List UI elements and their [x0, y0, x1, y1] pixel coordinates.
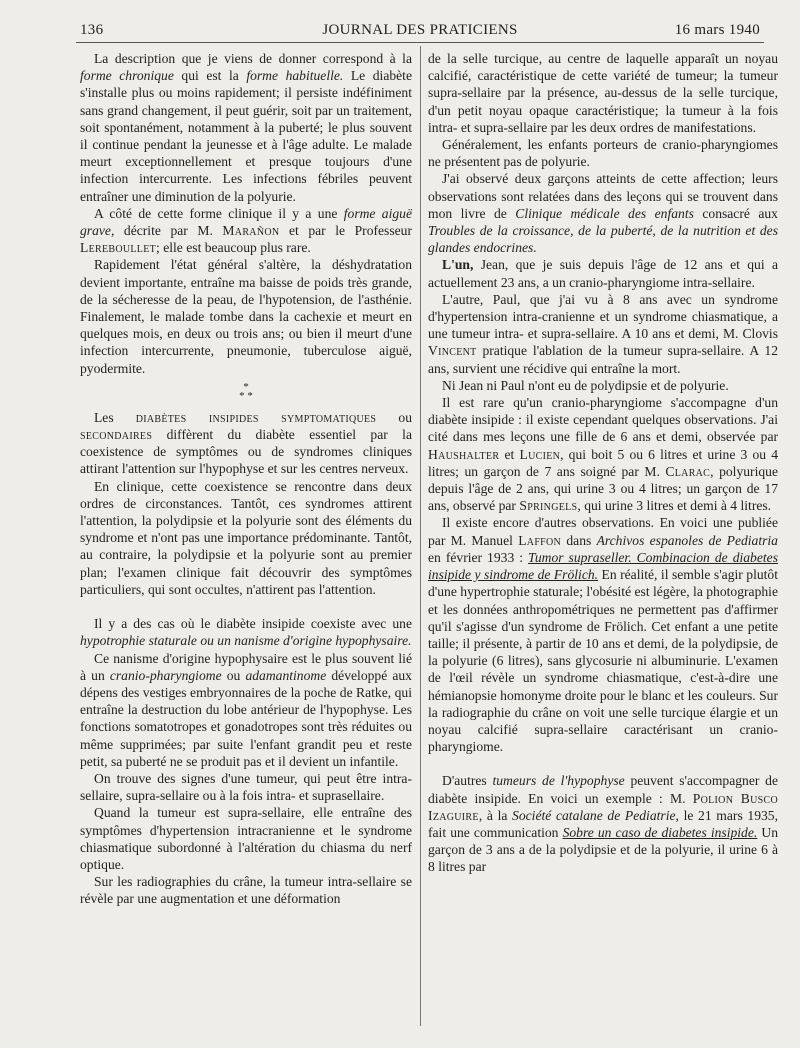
paragraph: En clinique, cette coexistence se rencontre dans deux ordres de circonstances. Tantôt, ces syndromes attirent l'attention, la polydipsie et la polyurie sont des éléments du syndrome et n'ont pas une importance prédominante. Tantôt, au contraire, la polydipsie et la polyurie sont au premier plan; l'examen clinique fait découvrir des symptômes particuliers, qui sont occultes, n'attirent pas l'attention. — [80, 478, 412, 597]
paragraph: D'autres tumeurs de l'hypophyse peuvent s'accompagner de diabète insipide. En voici un exemple : M. Polion Busco Izaguire, à la Société catalane de Pediatrie, le 21 mars 1935, fait une communication Sobre un caso de diabetes insipide. Un garçon de 3 ans a de la polydipsie et de la polyurie, il urine 6 à 8 litres par — [428, 773, 779, 875]
paragraph: L'autre, Paul, que j'ai vu à 8 ans avec un syndrome d'hypertension intra-cranienne et un syndrome chiasmatique, a une tumeur intra- et supra-sellaire. A 10 ans et demi, M. Clovis Vincent pratique l'ablation de la tumeur supra-sellaire. A 12 ans, survient une récidive qui entraîne la mort. — [428, 291, 778, 376]
paragraph: de la selle turcique, au centre de laquelle apparaît un noyau calcifié, caractéristique de cette variété de tumeur; la tumeur supra-sellaire par la présence, au-dessus de la selle turcique, d'un petit noyau opaque caractéristique; la tumeur à la fois intra- et supra-sellaire par les deux ordres de manifestations. — [428, 51, 778, 135]
column-divider — [420, 46, 421, 1026]
left-column — [80, 50, 412, 908]
paragraph: Rapidement l'état général s'altère, la déshydratation devient importante, entraîne ma baisse de poids très grande, de la sécheresse de la peau, de l'hypotension, de l'asthénie. Finalement, le malade tombe dans la cachexie et meurt en quelques mois, en deux ou trois ans; ou bien il meurt d'une infection intercurrente, pneumonie, tuberculose aiguë, pyodermite. — [80, 257, 412, 376]
paragraph: On trouve des signes d'une tumeur, qui peut être intra-sellaire, supra-sellaire ou à la fois intra- et suprasellaire. — [80, 770, 412, 804]
paragraph: Sur les radiographies du crâne, la tumeur intra-sellaire se révèle par une augmentation et une déformation — [80, 874, 412, 907]
paragraph: Généralement, les enfants porteurs de cranio-pharyngiomes ne présentent pas de polyurie. — [428, 137, 778, 170]
paragraph: Il y a des cas où le diabète insipide coexiste avec une hypotrophie staturale ou un nanisme d'origine hypophysaire. — [80, 616, 412, 649]
journal-title: JOURNAL DES PRATICIENS — [322, 22, 518, 38]
paragraph: Ce nanisme d'origine hypophysaire est le plus souvent lié à un cranio-pharyngiome ou adamantinome développé aux dépens des vestiges embryonnaires de la poche de Ratke, qui entraîne la destruction du lobe antérieur de l'hypophyse. Les fonctions somatotropes et gonadotropes sont très réduites ou même supprimées; par suite l'enfant grandit peu et reste petit, sa puberté ne se produit pas et il devient un infantile. — [80, 650, 412, 769]
paragraph: Il existe encore d'autres observations. En voici une publiée par M. Manuel Laffon dans Archivos espanoles de Pediatria en février 1933 : Tumor supraseller. Combinacion de diabetes insipide y sindrome de Frölich. En réalité, il semble s'agir plutôt d'une hypertrophie staturale; l'obésité est légère, la photographie et les données anthropométriques ne permettent pas d'affirmer qu'il s'agisse d'un syndrome de Frölich. Cet enfant a une petite taille; il présente, à partir de 10 ans et demi, de la polydipsie, de la polyurie (6 litres), sans glycosurie ni albuminurie. L'examen de l'œil révèle un syndrome chiasmatique, c'est-à-dire une hémianopsie homonyme droite pour le blanc et les couleurs. Sur la radiographie du crâne on voit une selle turcique élargie et un noyau calcifié supra-sellaire caractérisant un cranio-pharyngiome. — [428, 515, 778, 755]
paragraph: A côté de cette forme clinique il y a une forme aiguë grave, décrite par M. Marañon et par le Professeur Lereboullet; elle est beaucoup plus rare. — [80, 205, 412, 256]
paragraph: La description que je viens de donner correspond à la forme chronique qui est la forme habituelle. Le diabète s'installe plus ou moins rapidement; il persiste indéfiniment sans grand changement, il peut guérir, soit par un traitement, soit spontanément, notamment à la puberté; le plus souvent il continue pendant la jeunesse et à l'âge adulte. Le malade meurt exceptionnellement et presque toujours d'une infection intercurrente. Les infections fébriles peuvent entraîner une diminution de la polyurie. — [80, 51, 412, 204]
paragraph: Il est rare qu'un cranio-pharyngiome s'accompagne d'un diabète insipide : il existe cependant quelques observations. J'ai cité dans mes leçons une fille de 6 ans et demi, observée par Haushalter et Lucien, qui boit 5 ou 6 litres et urine 3 ou 4 litres; un garçon de 7 ans soigné par M. Clarac, polyurique depuis l'âge de 2 ans, qui urine 3 ou 4 litres; un garçon de 17 ans, observé par Springels, qui urine 3 litres et demi à 4 litres. — [428, 395, 778, 514]
right-column — [428, 50, 778, 876]
page-number: 136 — [80, 22, 104, 38]
paragraph: Quand la tumeur est supra-sellaire, elle entraîne des symptômes d'hypertension intracranienne et le syndrome chiasmatique subordonné à l'altération du chiasma du nerf optique. — [80, 805, 412, 872]
paragraph: J'ai observé deux garçons atteints de cette affection; leurs observations sont relatées dans des leçons qui se trouvent dans mon livre de Clinique médicale des enfants consacré aux Troubles de la croissance, de la puberté, de la nutrition et des glandes endocrines. — [428, 171, 778, 256]
issue-date: 16 mars 1940 — [674, 22, 760, 38]
running-header — [76, 22, 764, 43]
paragraph: L'un, Jean, que je suis depuis l'âge de 12 ans et qui a actuellement 23 ans, a un cranio-pharyngiome intra-sellaire. — [428, 257, 778, 290]
paragraph: Ni Jean ni Paul n'ont eu de polydipsie et de polyurie. — [442, 377, 729, 393]
section-separator: * * * — [239, 380, 253, 402]
paragraph: Les diabètes insipides symptomatiques ou secondaires diffèrent du diabète essentiel par la coexistence de symptômes ou de syndromes cliniques attirant l'attention sur l'hypophyse et sur les centres nerveux. — [80, 409, 412, 477]
